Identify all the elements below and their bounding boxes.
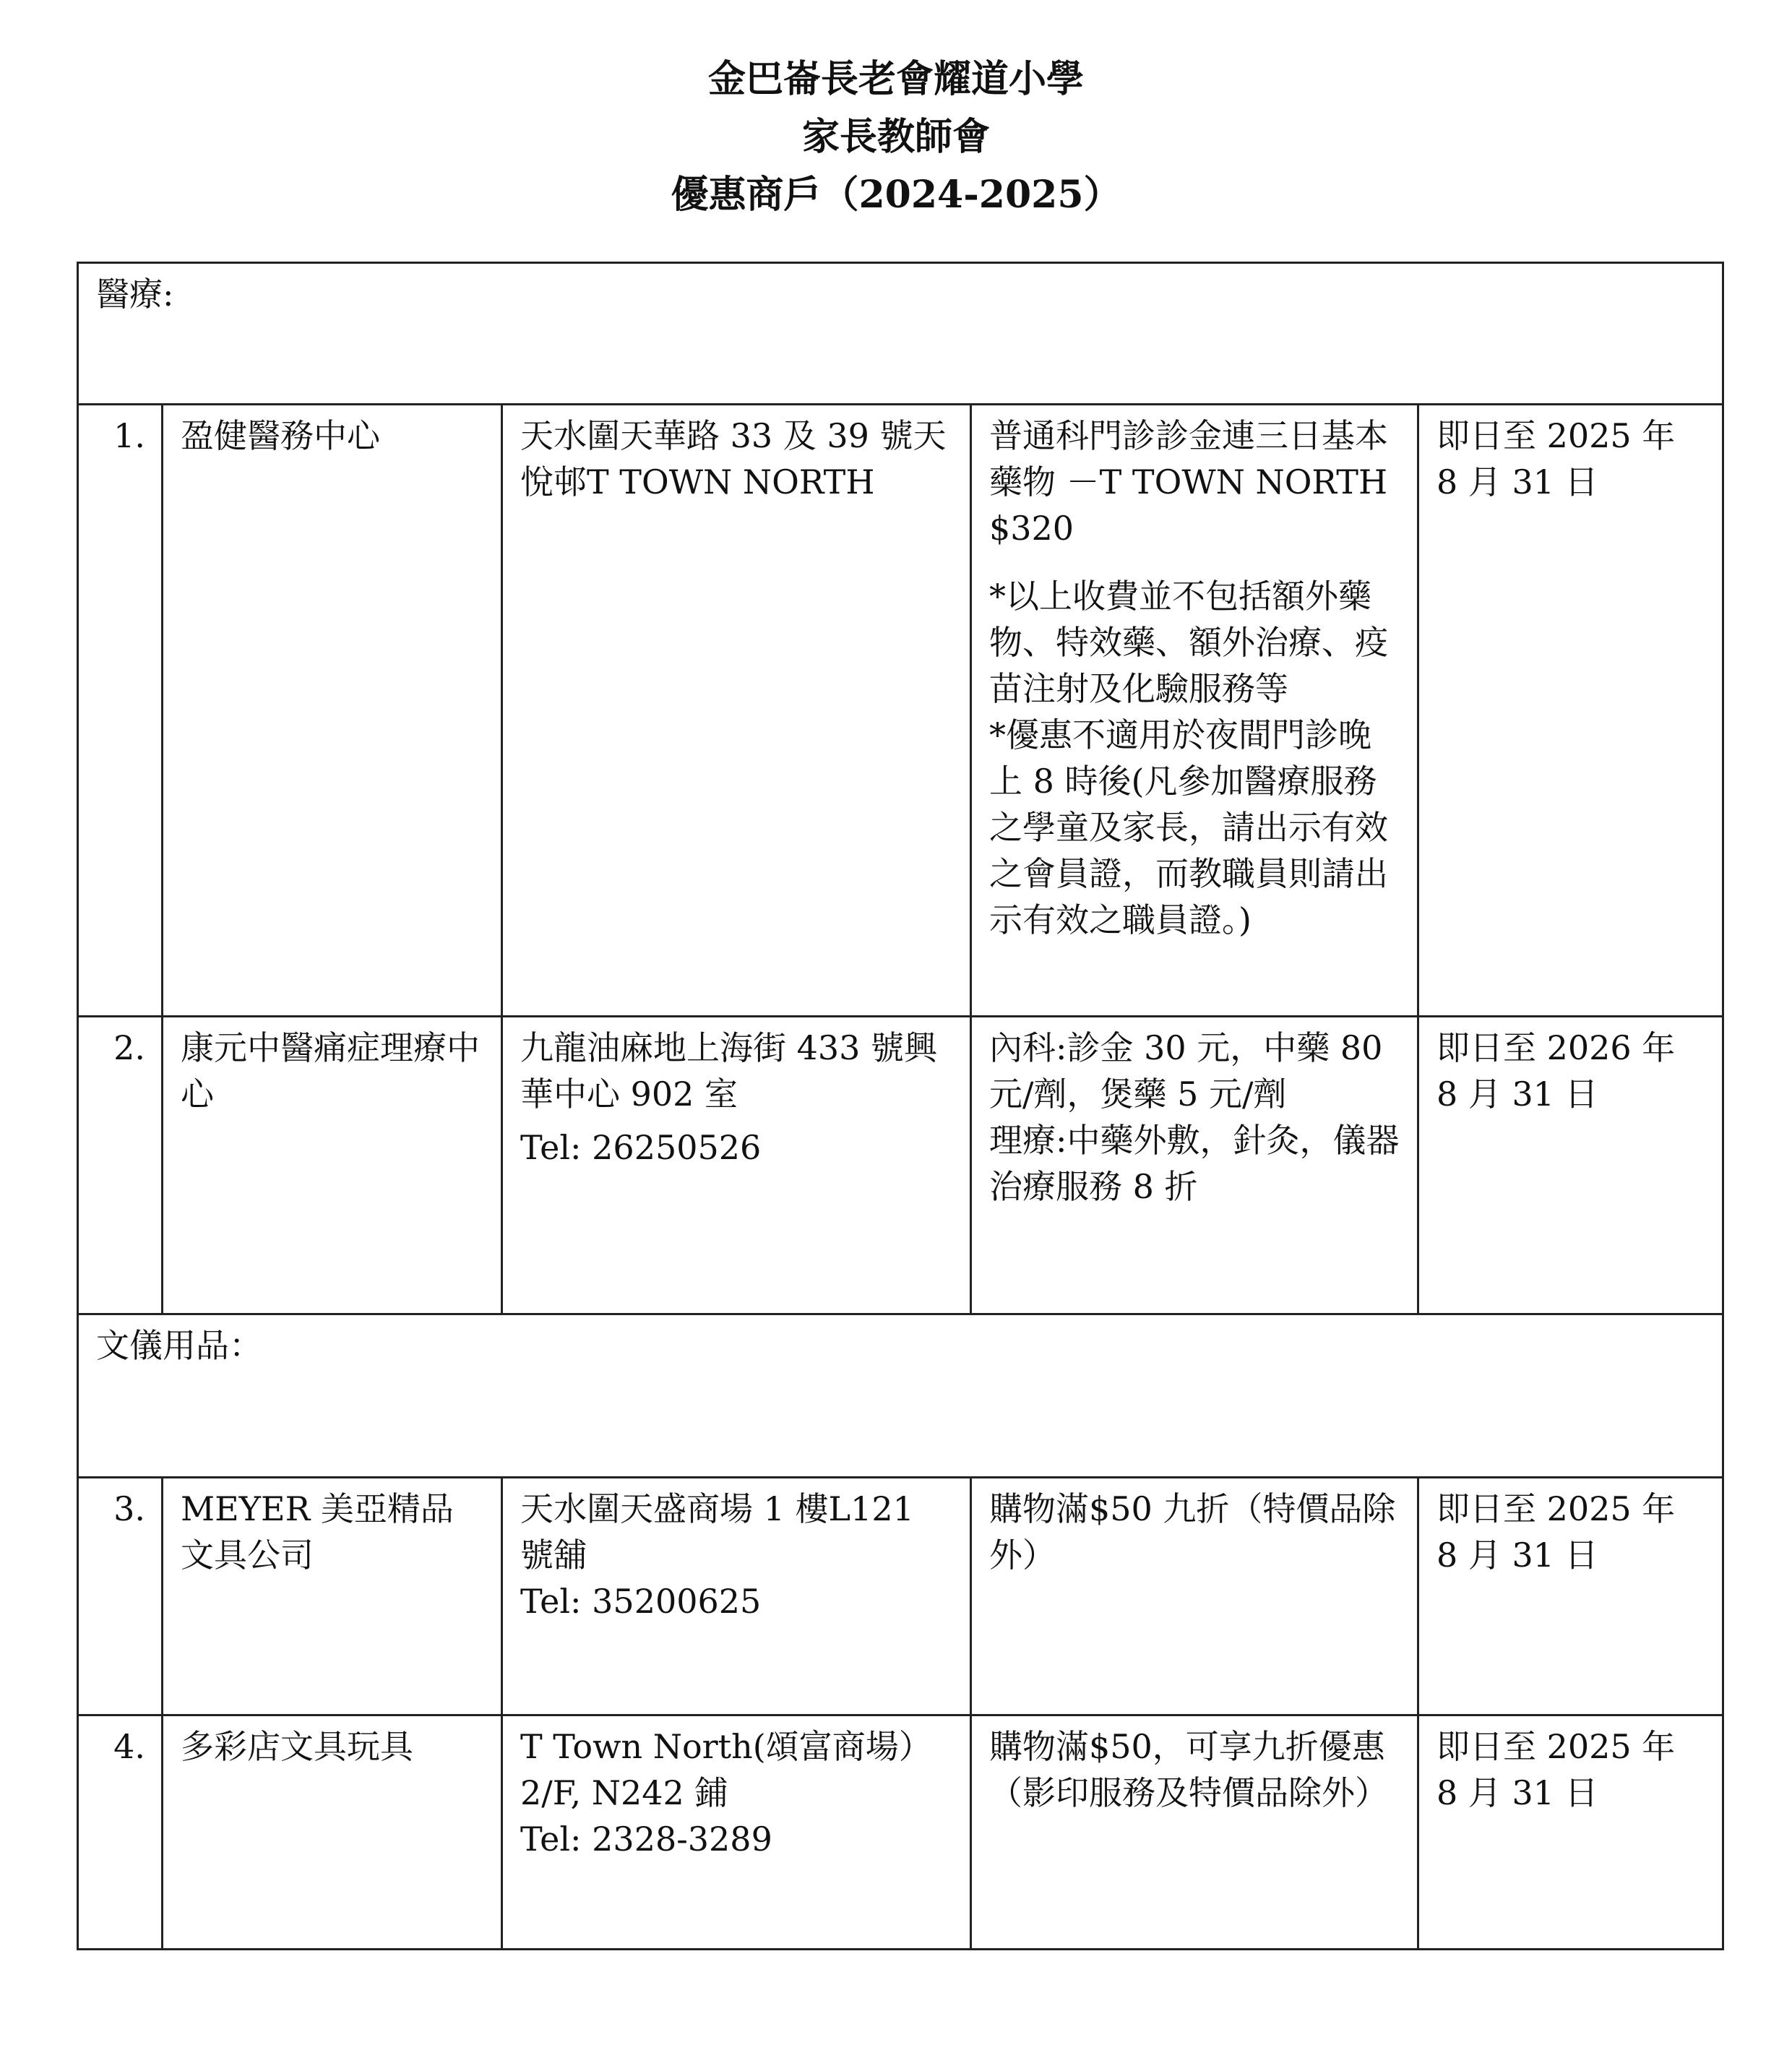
offer-text: 購物滿$50 九折（特價品除外）	[971, 1478, 1418, 1715]
association-name: 家長教師會	[801, 115, 990, 159]
section-row-stationery	[78, 1314, 1723, 1478]
merchant-address-cell	[502, 1478, 971, 1715]
merchant-name: 康元中醫痛症理療中心	[163, 1017, 502, 1314]
row-number: 1.	[78, 405, 163, 1017]
row-number: 3.	[78, 1478, 163, 1715]
merchant-table	[77, 262, 1724, 1950]
row-number: 4.	[78, 1715, 163, 1950]
school-name: 金巴崙長老會耀道小學	[707, 57, 1084, 101]
offer-period: 即日至 2025 年 8 月 31 日	[1418, 405, 1723, 1017]
merchant-address: 天水圍天華路 33 及 39 號天悅邨T TOWN NORTH	[502, 405, 971, 1017]
merchant-tel: Tel: 2328-3289	[520, 1820, 772, 1859]
offer-text: 購物滿$50，可享九折優惠（影印服務及特價品除外）	[971, 1715, 1418, 1950]
merchant-address-cell	[502, 1017, 971, 1314]
offer-main: 普通科門診診金連三日基本藥物 －T TOWN NORTH $320	[989, 416, 1388, 548]
merchant-tel: Tel: 26250526	[520, 1128, 762, 1167]
offer-cell	[971, 1017, 1418, 1314]
offer-cell	[971, 405, 1418, 1017]
merchant-tel: Tel: 35200625	[520, 1582, 762, 1621]
merchant-address-cell	[502, 1715, 971, 1950]
section-title-medical: 醫療:	[78, 263, 1723, 405]
offer-period: 即日至 2025 年 8 月 31 日	[1418, 1715, 1723, 1950]
offer-main: 內科:診金 30 元，中藥 80 元/劑，煲藥 5 元/劑	[989, 1028, 1383, 1114]
document-header	[0, 51, 1792, 224]
merchant-name: 盈健醫務中心	[163, 405, 502, 1017]
offer-period: 即日至 2026 年 8 月 31 日	[1418, 1017, 1723, 1314]
merchant-name: 多彩店文具玩具	[163, 1715, 502, 1950]
merchant-address: 天水圍天盛商場 1 樓L121 號舖	[520, 1489, 914, 1575]
table-row	[78, 1715, 1723, 1950]
offer-notes: *以上收費並不包括額外藥物、特效藥、額外治療、疫苗注射及化驗服務等 *優惠不適用於夜間門診晚上 8 時後(凡參加醫療服務之學童及家長，請出示有效之會員證，而教職員則請出示有效之職員證。)	[989, 577, 1388, 939]
section-title-stationery: 文儀用品：	[78, 1314, 1723, 1478]
table-row	[78, 405, 1723, 1017]
merchant-name: MEYER 美亞精品文具公司	[163, 1478, 502, 1715]
offer-period: 即日至 2025 年 8 月 31 日	[1418, 1478, 1723, 1715]
table-row	[78, 1017, 1723, 1314]
table-row	[78, 1478, 1723, 1715]
document-title: 優惠商戶（2024-2025）	[671, 173, 1121, 217]
row-number: 2.	[78, 1017, 163, 1314]
merchant-address: T Town North(頌富商場） 2/F, N242 鋪	[520, 1727, 932, 1812]
merchant-address: 九龍油麻地上海街 433 號興華中心 902 室	[520, 1028, 938, 1114]
offer-notes: 理療:中藥外敷，針灸，儀器治療服務 8 折	[989, 1121, 1400, 1206]
section-row-medical	[78, 263, 1723, 405]
